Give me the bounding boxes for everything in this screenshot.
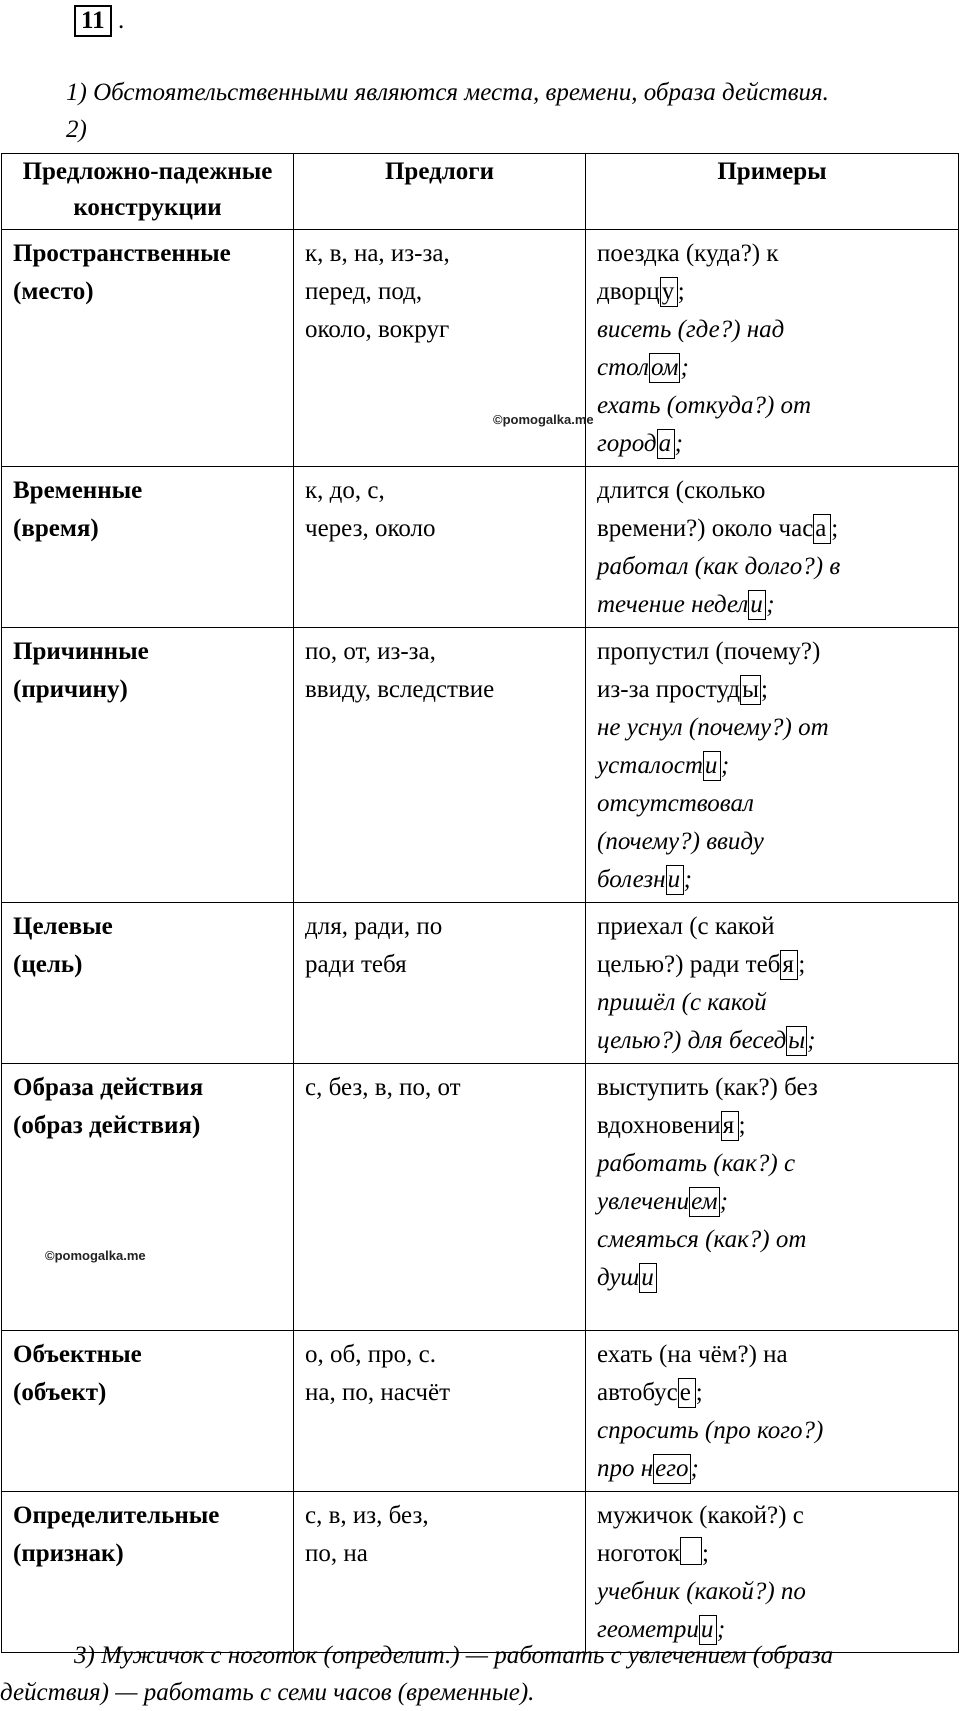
preposition-line: о, об, про, с. — [305, 1341, 436, 1368]
example-punctuation: ; — [719, 1188, 728, 1215]
example-line — [597, 1374, 947, 1412]
example-text: стол — [597, 354, 649, 381]
table-row — [2, 628, 959, 903]
ending-box: и — [666, 865, 684, 895]
example-text: ноготок — [597, 1540, 680, 1567]
exercise-number-dot: . — [118, 7, 125, 34]
prepositions-cell — [294, 467, 586, 628]
example-line — [597, 747, 947, 785]
example-text: пропустил (почему?) — [597, 638, 821, 665]
construction-type-line: (цель) — [13, 951, 83, 978]
example-text: поездка (куда?) к — [597, 240, 779, 267]
example-text: пришёл (с какой — [597, 989, 767, 1016]
example-line — [597, 510, 947, 548]
examples-cell — [586, 628, 959, 903]
prepositions-cell — [294, 1064, 586, 1331]
intro-line-2: 2) — [66, 116, 87, 143]
ending-box: ем — [691, 1188, 718, 1215]
example-line — [597, 671, 947, 709]
example-line — [597, 1412, 947, 1450]
ending-box: и — [703, 751, 721, 781]
example-line — [597, 273, 947, 311]
ending-box: ом — [650, 354, 679, 381]
preposition-line: ради тебя — [305, 951, 407, 978]
example-text: приехал (с какой — [597, 913, 775, 940]
construction-type-cell — [2, 1331, 294, 1492]
example-punctuation: ; — [701, 1540, 709, 1567]
example-punctuation: ; — [807, 1027, 816, 1054]
example-punctuation: ; — [690, 1455, 699, 1482]
example-text: спросить (про кого?) — [597, 1417, 824, 1444]
construction-type-cell — [2, 230, 294, 467]
example-line — [597, 633, 947, 671]
example-text: выступить (как?) без — [597, 1074, 818, 1101]
preposition-line: с, без, в, по, от — [305, 1074, 461, 1101]
construction-type-line: (место) — [13, 278, 94, 305]
example-line — [597, 1145, 947, 1183]
example-line — [597, 1535, 947, 1573]
ending-box: а — [813, 514, 831, 544]
example-line — [597, 387, 947, 425]
construction-type-line: Определительные — [13, 1502, 220, 1529]
construction-type-line: (время) — [13, 515, 99, 542]
example-line — [597, 908, 947, 946]
example-text: отсутствовал — [597, 790, 754, 817]
example-text: течение недел — [597, 591, 749, 618]
example-text: висеть (где?) над — [597, 316, 785, 343]
example-line — [597, 1107, 947, 1145]
example-text: мужичок (какой?) с — [597, 1502, 804, 1529]
example-text: целью?) для бесед — [597, 1027, 787, 1054]
preposition-line: перед, под, — [305, 278, 423, 305]
example-text: дворц — [597, 278, 660, 305]
example-text: работать (как?) с — [597, 1150, 796, 1177]
example-text: длится (сколько — [597, 477, 766, 504]
example-text: ехать (откуда?) от — [597, 392, 812, 419]
construction-type-cell — [2, 1064, 294, 1331]
example-line — [597, 823, 947, 861]
construction-type-line: Пространственные — [13, 240, 231, 267]
example-text: вдохновени — [597, 1112, 721, 1139]
header-constructions: Предложно-падежные конструкции — [2, 154, 294, 230]
example-punctuation: ; — [720, 752, 730, 779]
example-text: увлечени — [597, 1188, 690, 1215]
example-punctuation: ; — [677, 278, 685, 305]
example-text: смеяться (как?) от — [597, 1226, 807, 1253]
preposition-line: через, около — [305, 515, 436, 542]
example-text: из-за простуд — [597, 676, 741, 703]
header-examples: Примеры — [586, 154, 959, 230]
construction-type-cell — [2, 467, 294, 628]
construction-type-line: Образа действия — [13, 1074, 204, 1101]
table-row — [2, 230, 959, 467]
example-punctuation: ; — [680, 354, 689, 381]
construction-type-line: Причинные — [13, 638, 149, 665]
example-line — [597, 1022, 947, 1060]
preposition-line: по, от, из-за, — [305, 638, 436, 665]
ending-box: я — [721, 1111, 739, 1141]
construction-type-line: (признак) — [13, 1540, 124, 1567]
construction-type-line: Временные — [13, 477, 143, 504]
conclusion-line-2: действия) — работать с семи часов (временные). — [0, 1679, 535, 1706]
conclusion-line-1: 3) Мужичок с ноготок (определит.) — работать с увлечением (образа — [74, 1642, 834, 1669]
examples-cell — [586, 230, 959, 467]
example-line — [597, 349, 947, 387]
example-text: (почему?) ввиду — [597, 828, 764, 855]
ending-box: ы — [742, 676, 759, 703]
prepositions-cell — [294, 1331, 586, 1492]
example-text: учебник (какой?) по — [597, 1578, 806, 1605]
example-line — [597, 586, 947, 624]
example-text: усталост — [597, 752, 703, 779]
construction-type-line: Целевые — [13, 913, 113, 940]
table-row — [2, 903, 959, 1064]
preposition-line: к, до, с, — [305, 477, 385, 504]
example-punctuation: ; — [674, 430, 683, 457]
construction-type-cell — [2, 903, 294, 1064]
preposition-line: для, ради, по — [305, 913, 443, 940]
examples-cell — [586, 903, 959, 1064]
preposition-line: к, в, на, из-за, — [305, 240, 450, 267]
table-row — [2, 467, 959, 628]
ending-box: я — [780, 950, 798, 980]
ending-box: ы — [788, 1027, 806, 1054]
example-text: не уснул (почему?) от — [597, 714, 829, 741]
example-text: болезн — [597, 866, 666, 893]
watermark-1: ©pomogalka.me — [493, 412, 594, 427]
ending-box: е — [678, 1378, 696, 1408]
watermark-2: ©pomogalka.me — [45, 1248, 146, 1263]
preposition-line: на, по, насчёт — [305, 1379, 451, 1406]
example-line — [597, 548, 947, 586]
exercise-number: 11 — [74, 5, 112, 37]
example-line — [597, 235, 947, 273]
example-text: город — [597, 430, 657, 457]
example-line — [597, 1573, 947, 1611]
example-punctuation: ; — [695, 1379, 703, 1406]
header-prepositions: Предлоги — [294, 154, 586, 230]
example-line — [597, 709, 947, 747]
ending-box: и — [639, 1263, 657, 1293]
ending-box: и — [748, 590, 766, 620]
preposition-line: около, вокруг — [305, 316, 450, 343]
example-text: целью?) ради теб — [597, 951, 781, 978]
construction-type-line: (причину) — [13, 676, 128, 703]
construction-type-line: (образ действия) — [13, 1112, 201, 1139]
table-row — [2, 1492, 959, 1653]
conclusion — [0, 1637, 960, 1711]
prepositions-cell — [294, 628, 586, 903]
example-line — [597, 1450, 947, 1488]
prepositions-cell — [294, 903, 586, 1064]
examples-cell — [586, 1492, 959, 1653]
examples-cell — [586, 1331, 959, 1492]
example-punctuation: ; — [683, 866, 692, 893]
example-line — [597, 1497, 947, 1535]
construction-type-line: (объект) — [13, 1379, 107, 1406]
example-punctuation: ; — [766, 591, 775, 618]
constructions-table — [1, 153, 959, 1653]
ending-box: а — [657, 429, 675, 459]
preposition-line: по, на — [305, 1540, 368, 1567]
construction-type-line: Объектные — [13, 1341, 142, 1368]
example-line — [597, 1259, 947, 1297]
example-line — [597, 1183, 947, 1221]
example-line — [597, 984, 947, 1022]
example-text: работал (как долго?) в — [597, 553, 841, 580]
example-text: геометри — [597, 1616, 699, 1643]
prepositions-cell — [294, 230, 586, 467]
preposition-line: ввиду, вследствие — [305, 676, 495, 703]
example-punctuation: ; — [760, 676, 768, 703]
examples-cell — [586, 1064, 959, 1331]
ending-box — [680, 1537, 702, 1565]
example-line — [597, 1336, 947, 1374]
example-line — [597, 472, 947, 510]
intro-line-1: 1) Обстоятельственными являются места, времени, образа действия. — [66, 79, 829, 106]
example-text: времени?) около час — [597, 515, 814, 542]
example-punctuation: ; — [716, 1616, 726, 1643]
example-text: про н — [597, 1455, 654, 1482]
preposition-line: с, в, из, без, — [305, 1502, 429, 1529]
examples-cell — [586, 467, 959, 628]
example-line — [597, 1069, 947, 1107]
example-punctuation: ; — [738, 1112, 746, 1139]
table-row — [2, 1331, 959, 1492]
table-header-row — [2, 154, 959, 230]
example-punctuation: ; — [798, 951, 806, 978]
construction-type-cell — [2, 628, 294, 903]
example-line — [597, 425, 947, 463]
ending-box: его — [655, 1455, 689, 1482]
table-row — [2, 1064, 959, 1331]
prepositions-cell — [294, 1492, 586, 1653]
ending-box: и — [699, 1615, 717, 1645]
example-line — [597, 1221, 947, 1259]
example-punctuation: ; — [831, 515, 839, 542]
example-text: ехать (на чём?) на — [597, 1341, 788, 1368]
example-line — [597, 311, 947, 349]
example-line — [597, 785, 947, 823]
example-line — [597, 946, 947, 984]
example-line — [597, 861, 947, 899]
ending-box: у — [660, 277, 678, 307]
example-text: автобус — [597, 1379, 678, 1406]
construction-type-cell — [2, 1492, 294, 1653]
example-text: душ — [597, 1264, 640, 1291]
